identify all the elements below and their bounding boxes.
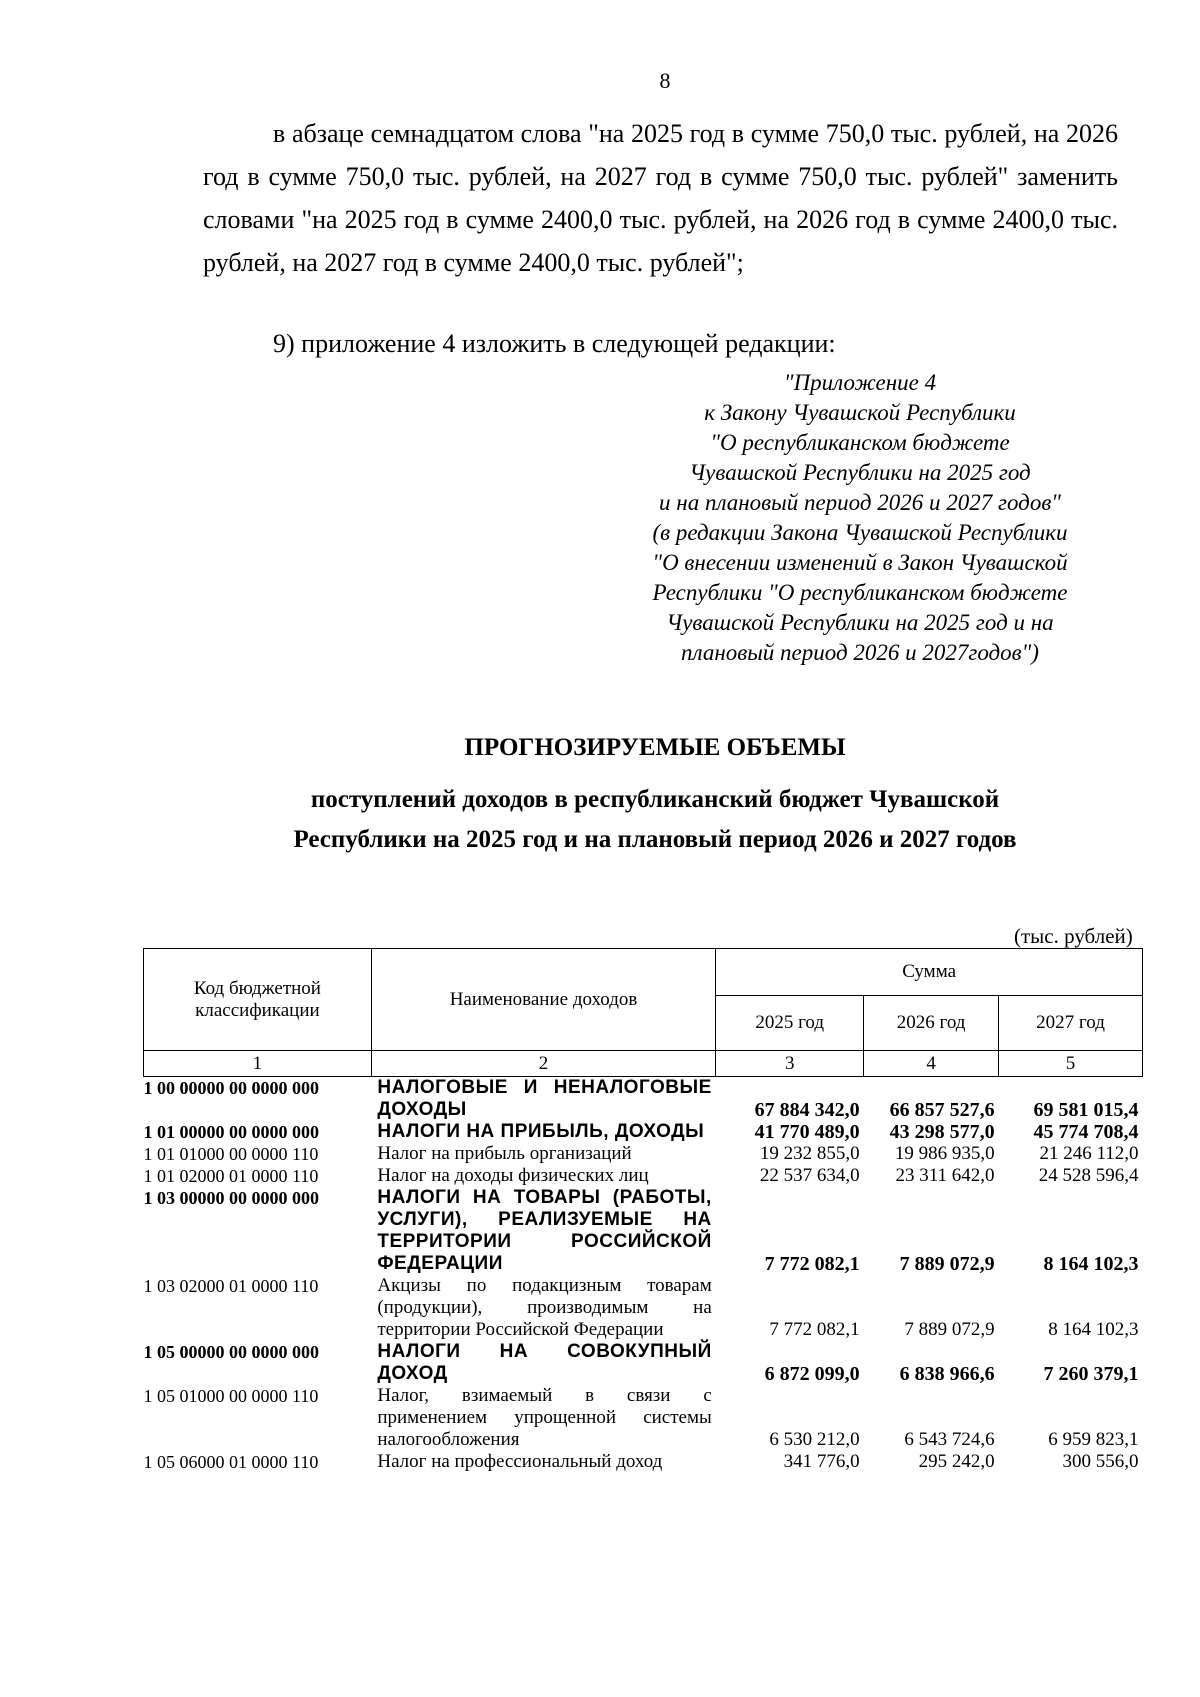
units-label: (тыс. рублей)	[1014, 924, 1133, 948]
amendment-paragraph	[203, 112, 1118, 284]
cell-2026: 295 242,0	[918, 1451, 995, 1472]
paragraph-text: 9) приложение 4 изложить в следующей редакции:	[273, 329, 836, 358]
cell-2025: 19 232 855,0	[759, 1143, 860, 1164]
document-title	[190, 728, 1120, 860]
cell-name: Акцизы по подакцизным товарам (продукции), производимым на территории Российской Федерации	[377, 1275, 712, 1340]
cell-2026: 7 889 072,9	[899, 1253, 995, 1275]
cell-2025: 67 884 342,0	[754, 1099, 860, 1121]
header-year-2026: 2026 год	[864, 996, 999, 1051]
cell-2026: 7 889 072,9	[904, 1319, 995, 1340]
table-row	[144, 1275, 1143, 1341]
cell-name: Налог на доходы физических лиц	[377, 1165, 649, 1186]
cell-2025: 41 770 489,0	[754, 1121, 860, 1143]
revenue-table	[143, 948, 1143, 1473]
cell-code: 1 03 00000 00 0000 000	[143, 1188, 319, 1208]
cell-2027: 8 164 102,3	[1043, 1253, 1139, 1275]
table-row	[144, 1187, 1143, 1275]
table-row	[144, 1143, 1143, 1165]
cell-code: 1 01 00000 00 0000 000	[143, 1122, 319, 1142]
cell-2025: 6 872 099,0	[764, 1363, 860, 1385]
appendix-line: "О республиканском бюджете	[710, 430, 1010, 455]
cell-2026: 19 986 935,0	[894, 1143, 995, 1164]
table-row	[144, 1077, 1143, 1122]
title-line: Республики на 2025 год и на плановый период 2026 и 2027 годов	[293, 826, 1017, 853]
column-number: 3	[716, 1051, 864, 1077]
table-row	[144, 1121, 1143, 1143]
cell-2026: 6 838 966,6	[899, 1363, 995, 1385]
cell-name: НАЛОГИ НА ТОВАРЫ (РАБОТЫ, УСЛУГИ), РЕАЛИЗУЕМЫЕ НА ТЕРРИТОРИИ РОССИЙСКОЙ ФЕДЕРАЦИИ	[377, 1187, 712, 1274]
appendix-instruction-paragraph	[203, 322, 1118, 365]
header-name: Наименование доходов	[371, 949, 715, 1051]
cell-name: НАЛОГИ НА ПРИБЫЛЬ, ДОХОДЫ	[377, 1121, 705, 1142]
table-row	[144, 1165, 1143, 1187]
cell-2027: 45 774 708,4	[1033, 1121, 1139, 1143]
cell-code: 1 00 00000 00 0000 000	[143, 1078, 319, 1098]
header-year-2027: 2027 год	[999, 996, 1143, 1051]
cell-name: Налог, взимаемый в связи с применением упрощенной системы налогообложения	[377, 1385, 712, 1450]
page-number: 8	[659, 68, 671, 93]
cell-2026: 23 311 642,0	[895, 1165, 995, 1186]
cell-2025: 6 530 212,0	[769, 1429, 860, 1450]
column-number: 5	[999, 1051, 1143, 1077]
table-row	[144, 1451, 1143, 1473]
cell-2025: 7 772 082,1	[769, 1319, 860, 1340]
cell-code: 1 05 06000 01 0000 110	[143, 1452, 319, 1472]
cell-2025: 7 772 082,1	[764, 1253, 860, 1275]
appendix-reference-block	[600, 368, 1120, 668]
paragraph-text: в абзаце семнадцатом слова "на 2025 год в сумме 750,0 тыс. рублей, на 2026 год в сумме 750,0 тыс. рублей, на 2027 год в сумме 750,0 тыс. рублей" заменить словами "на 2025 год в сумме 2400,0 тыс. рублей, на 2026 год в сумме 2400,0 тыс. рублей, на 2027 год в сумме 2400,0 тыс. рублей";	[203, 119, 1118, 277]
table-row	[144, 1341, 1143, 1385]
appendix-line: плановый период 2026 и 2027годов")	[681, 640, 1039, 665]
cell-2027: 24 528 596,4	[1038, 1165, 1139, 1186]
column-number: 2	[371, 1051, 715, 1077]
cell-2027: 7 260 379,1	[1043, 1363, 1139, 1385]
cell-code: 1 01 02000 01 0000 110	[143, 1166, 319, 1186]
cell-2027: 69 581 015,4	[1033, 1099, 1139, 1121]
cell-2026: 66 857 527,6	[889, 1099, 995, 1121]
appendix-line: (в редакции Закона Чувашской Республики	[652, 520, 1068, 545]
header-code: Код бюджетной классификации	[144, 949, 372, 1051]
appendix-line: Республики "О республиканском бюджете	[652, 580, 1068, 605]
cell-name: НАЛОГОВЫЕ И НЕНАЛОГОВЫЕ ДОХОДЫ	[377, 1077, 712, 1120]
cell-name: НАЛОГИ НА СОВОКУПНЫЙ ДОХОД	[377, 1341, 712, 1384]
header-year-2025: 2025 год	[716, 996, 864, 1051]
cell-2027: 6 959 823,1	[1048, 1429, 1139, 1450]
cell-2027: 8 164 102,3	[1048, 1319, 1139, 1340]
title-line: ПРОГНОЗИРУЕМЫЕ ОБЪЕМЫ	[464, 734, 846, 761]
cell-code: 1 05 01000 00 0000 110	[143, 1386, 319, 1406]
appendix-line: "О внесении изменений в Закон Чувашской	[652, 550, 1068, 575]
appendix-line: Чувашской Республики на 2025 год	[689, 460, 1031, 485]
cell-2027: 21 246 112,0	[1039, 1143, 1139, 1164]
cell-code: 1 05 00000 00 0000 000	[143, 1342, 319, 1362]
cell-2027: 300 556,0	[1062, 1451, 1139, 1472]
column-number: 1	[144, 1051, 372, 1077]
appendix-line: и на плановый период 2026 и 2027 годов"	[659, 490, 1061, 515]
cell-code: 1 03 02000 01 0000 110	[143, 1276, 319, 1296]
header-sum: Сумма	[716, 949, 1143, 996]
title-line: поступлений доходов в республиканский бюджет Чувашской	[310, 786, 1000, 813]
cell-name: Налог на прибыль организаций	[377, 1143, 632, 1164]
cell-name: Налог на профессиональный доход	[377, 1451, 663, 1472]
table-row	[144, 1385, 1143, 1451]
cell-2026: 43 298 577,0	[889, 1121, 995, 1143]
appendix-line: "Приложение 4	[783, 370, 937, 395]
cell-2026: 6 543 724,6	[904, 1429, 995, 1450]
appendix-line: Чувашской Республики на 2025 год и на	[666, 610, 1054, 635]
cell-code: 1 01 01000 00 0000 110	[143, 1144, 319, 1164]
column-number: 4	[864, 1051, 999, 1077]
appendix-line: к Закону Чувашской Республики	[704, 400, 1016, 425]
cell-2025: 22 537 634,0	[759, 1165, 860, 1186]
cell-2025: 341 776,0	[783, 1451, 860, 1472]
